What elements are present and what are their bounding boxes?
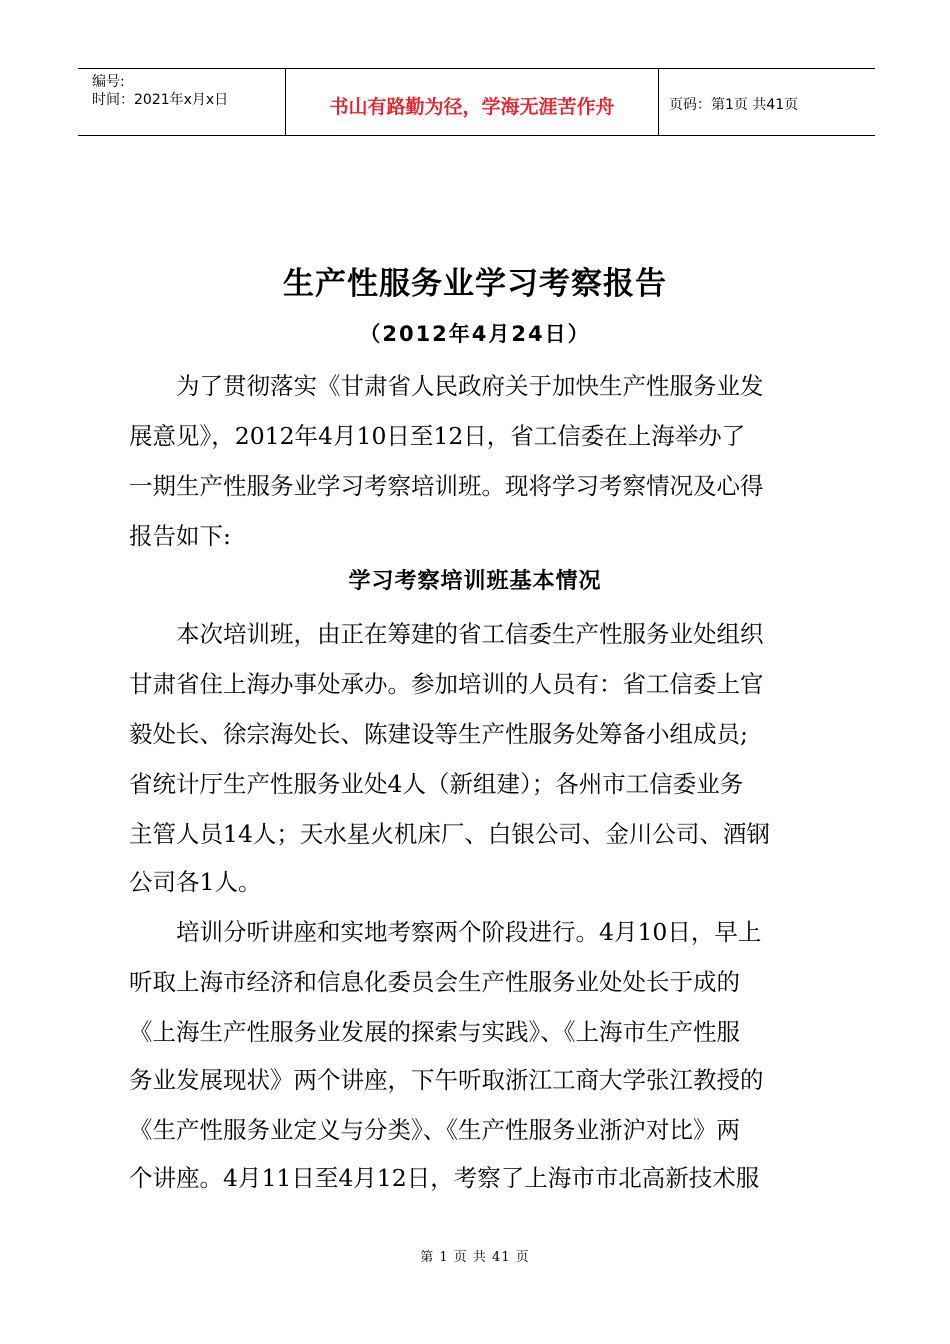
body-line: 省统计厅生产性服务业处4人（新组建）；各州市工信委业务 [129, 770, 744, 798]
body-line: 本次培训班，由正在筹建的省工信委生产性服务业处组织 [176, 620, 764, 648]
page-footer: 第 1 页 共 41 页 [420, 1250, 530, 1265]
header-motto: 书山有路勤为径，学海无涯苦作舟 [286, 69, 659, 135]
body-line: 甘肃省住上海办事处承办。参加培训的人员有：省工信委上官 [129, 670, 764, 698]
section-title: 学习考察培训班基本情况 [348, 569, 602, 594]
body-line: 为了贯彻落实《甘肃省人民政府关于加快生产性服务业发 [176, 372, 764, 400]
body-line: 听取上海市经济和信息化委员会生产性服务业处处长于成的 [129, 968, 740, 996]
document-title: 生产性服务业学习考察报告 [283, 266, 667, 302]
header-meta [78, 69, 286, 135]
body-line: 《生产性服务业定义与分类》、《生产性服务业浙沪对比》两 [129, 1116, 740, 1144]
body-line: 报告如下: [129, 522, 231, 550]
body-line: 展意见》，2012年4月10日至12日，省工信委在上海举办了 [129, 422, 746, 450]
time-label: 时间：2021年x月x日 [92, 92, 229, 108]
body-line: 务业发展现状》两个讲座，下午听取浙江工商大学张江教授的 [129, 1066, 764, 1094]
page-header [78, 68, 875, 136]
document-date: （2012年4月24日） [359, 322, 591, 346]
body-line: 一期生产性服务业学习考察培训班。现将学习考察情况及心得 [129, 472, 764, 500]
body-line: 毅处长、徐宗海处长、陈建设等生产性服务处筹备小组成员; [129, 720, 748, 748]
header-page-label: 页码：第1页 共41页 [669, 97, 799, 113]
body-line: 公司各1人。 [129, 868, 262, 896]
body-line: 个讲座。4月11日至4月12日，考察了上海市市北高新技术服 [129, 1164, 760, 1192]
body-line: 培训分听讲座和实地考察两个阶段进行。4月10日，早上 [176, 918, 762, 946]
number-label: 编号: [92, 74, 125, 90]
body-line: 《上海生产性服务业发展的探索与实践》、《上海市生产性服 [129, 1018, 740, 1046]
body-line: 主管人员14人；天水星火机床厂、白银公司、金川公司、酒钢 [129, 820, 770, 848]
